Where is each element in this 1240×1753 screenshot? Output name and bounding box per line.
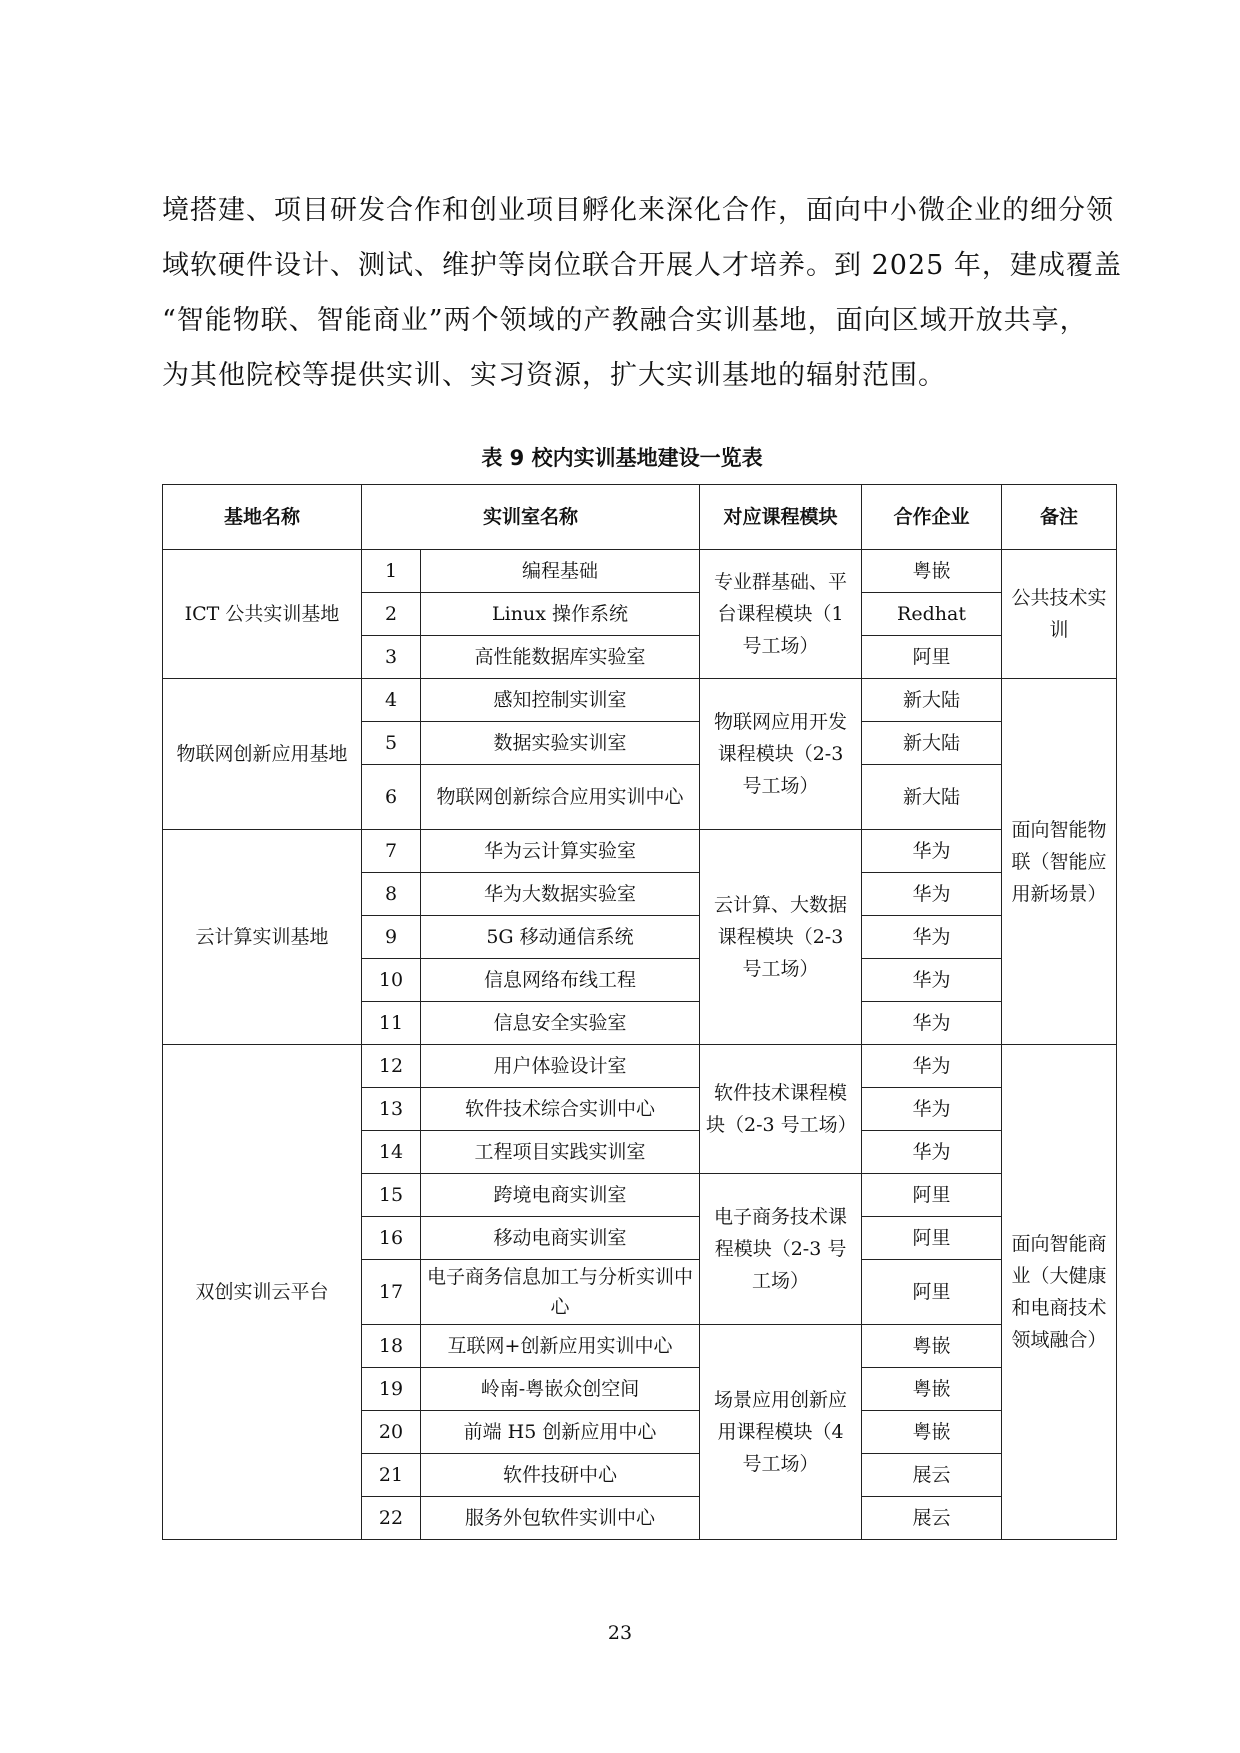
room-name: 电子商务信息加工与分析实训中心 [421, 1260, 700, 1325]
room-name: 感知控制实训室 [421, 679, 700, 722]
company-cell: 华为 [862, 830, 1002, 873]
company-cell: 华为 [862, 1088, 1002, 1131]
table-row [163, 830, 1117, 873]
company-cell: 华为 [862, 1131, 1002, 1174]
header-module: 对应课程模块 [700, 485, 862, 550]
note-cell: 面向智能物联（智能应用新场景） [1002, 679, 1117, 1045]
module-cell: 物联网应用开发课程模块（2-3 号工场） [700, 679, 862, 830]
row-number: 10 [362, 959, 421, 1002]
room-name: 5G 移动通信系统 [421, 916, 700, 959]
row-number: 4 [362, 679, 421, 722]
paragraph-line: 域软硬件设计、测试、维护等岗位联合开展人才培养。到 2025 年，建成覆盖 [162, 250, 1122, 281]
company-cell: 阿里 [862, 636, 1002, 679]
row-number: 8 [362, 873, 421, 916]
room-name: 服务外包软件实训中心 [421, 1497, 700, 1540]
room-name: 工程项目实践实训室 [421, 1131, 700, 1174]
row-number: 13 [362, 1088, 421, 1131]
row-number: 19 [362, 1368, 421, 1411]
company-cell: 阿里 [862, 1260, 1002, 1325]
room-name: 数据实验实训室 [421, 722, 700, 765]
row-number: 21 [362, 1454, 421, 1497]
header-base: 基地名称 [163, 485, 362, 550]
module-cell: 软件技术课程模块（2-3 号工场） [700, 1045, 862, 1174]
company-cell: 新大陆 [862, 679, 1002, 722]
row-number: 5 [362, 722, 421, 765]
row-number: 6 [362, 765, 421, 830]
company-cell: 阿里 [862, 1174, 1002, 1217]
row-number: 20 [362, 1411, 421, 1454]
base-cell: 物联网创新应用基地 [163, 679, 362, 830]
room-name: 物联网创新综合应用实训中心 [421, 765, 700, 830]
room-name: 软件技研中心 [421, 1454, 700, 1497]
paragraph-line: 为其他院校等提供实训、实习资源，扩大实训基地的辐射范围。 [162, 360, 946, 391]
room-name: 互联网+创新应用实训中心 [421, 1325, 700, 1368]
room-name: 信息网络布线工程 [421, 959, 700, 1002]
row-number: 22 [362, 1497, 421, 1540]
base-cell: 云计算实训基地 [163, 830, 362, 1045]
row-number: 14 [362, 1131, 421, 1174]
room-name: 信息安全实验室 [421, 1002, 700, 1045]
module-cell: 场景应用创新应用课程模块（4 号工场） [700, 1325, 862, 1540]
room-name: 岭南-粤嵌众创空间 [421, 1368, 700, 1411]
row-number: 2 [362, 593, 421, 636]
row-number: 11 [362, 1002, 421, 1045]
room-name: Linux 操作系统 [421, 593, 700, 636]
company-cell: 粤嵌 [862, 1411, 1002, 1454]
company-cell: 粤嵌 [862, 1368, 1002, 1411]
company-cell: 华为 [862, 916, 1002, 959]
body-paragraph [162, 183, 1122, 403]
row-number: 16 [362, 1217, 421, 1260]
module-cell: 云计算、大数据课程模块（2-3 号工场） [700, 830, 862, 1045]
company-cell: 新大陆 [862, 722, 1002, 765]
training-base-table [162, 484, 1117, 1540]
room-name: 华为云计算实验室 [421, 830, 700, 873]
room-name: 高性能数据库实验室 [421, 636, 700, 679]
base-cell: ICT 公共实训基地 [163, 550, 362, 679]
header-room: 实训室名称 [362, 485, 700, 550]
company-cell: 华为 [862, 959, 1002, 1002]
company-cell: 华为 [862, 1002, 1002, 1045]
room-name: 软件技术综合实训中心 [421, 1088, 700, 1131]
room-name: 用户体验设计室 [421, 1045, 700, 1088]
room-name: 编程基础 [421, 550, 700, 593]
module-cell: 专业群基础、平台课程模块（1 号工场） [700, 550, 862, 679]
table-header-row [163, 485, 1117, 550]
header-note: 备注 [1002, 485, 1117, 550]
note-cell: 面向智能商业（大健康和电商技术领域融合） [1002, 1045, 1117, 1540]
row-number: 17 [362, 1260, 421, 1325]
table-row [163, 1045, 1117, 1088]
row-number: 9 [362, 916, 421, 959]
company-cell: Redhat [862, 593, 1002, 636]
company-cell: 新大陆 [862, 765, 1002, 830]
base-cell: 双创实训云平台 [163, 1045, 362, 1540]
row-number: 7 [362, 830, 421, 873]
company-cell: 粤嵌 [862, 1325, 1002, 1368]
row-number: 3 [362, 636, 421, 679]
table-row [163, 679, 1117, 722]
header-company: 合作企业 [862, 485, 1002, 550]
company-cell: 华为 [862, 873, 1002, 916]
company-cell: 阿里 [862, 1217, 1002, 1260]
row-number: 12 [362, 1045, 421, 1088]
room-name: 移动电商实训室 [421, 1217, 700, 1260]
company-cell: 粤嵌 [862, 550, 1002, 593]
page-number: 23 [607, 1622, 633, 1644]
room-name: 华为大数据实验室 [421, 873, 700, 916]
table-row [163, 550, 1117, 593]
paragraph-line: 境搭建、项目研发合作和创业项目孵化来深化合作，面向中小微企业的细分领 [162, 195, 1114, 226]
company-cell: 展云 [862, 1454, 1002, 1497]
paragraph-line: “智能物联、智能商业”两个领域的产教融合实训基地，面向区域开放共享， [162, 305, 1088, 336]
note-cell: 公共技术实训 [1002, 550, 1117, 679]
row-number: 1 [362, 550, 421, 593]
company-cell: 华为 [862, 1045, 1002, 1088]
row-number: 15 [362, 1174, 421, 1217]
row-number: 18 [362, 1325, 421, 1368]
module-cell: 电子商务技术课程模块（2-3 号工场） [700, 1174, 862, 1325]
room-name: 跨境电商实训室 [421, 1174, 700, 1217]
table-caption: 表 9 校内实训基地建设一览表 [481, 446, 763, 470]
company-cell: 展云 [862, 1497, 1002, 1540]
room-name: 前端 H5 创新应用中心 [421, 1411, 700, 1454]
